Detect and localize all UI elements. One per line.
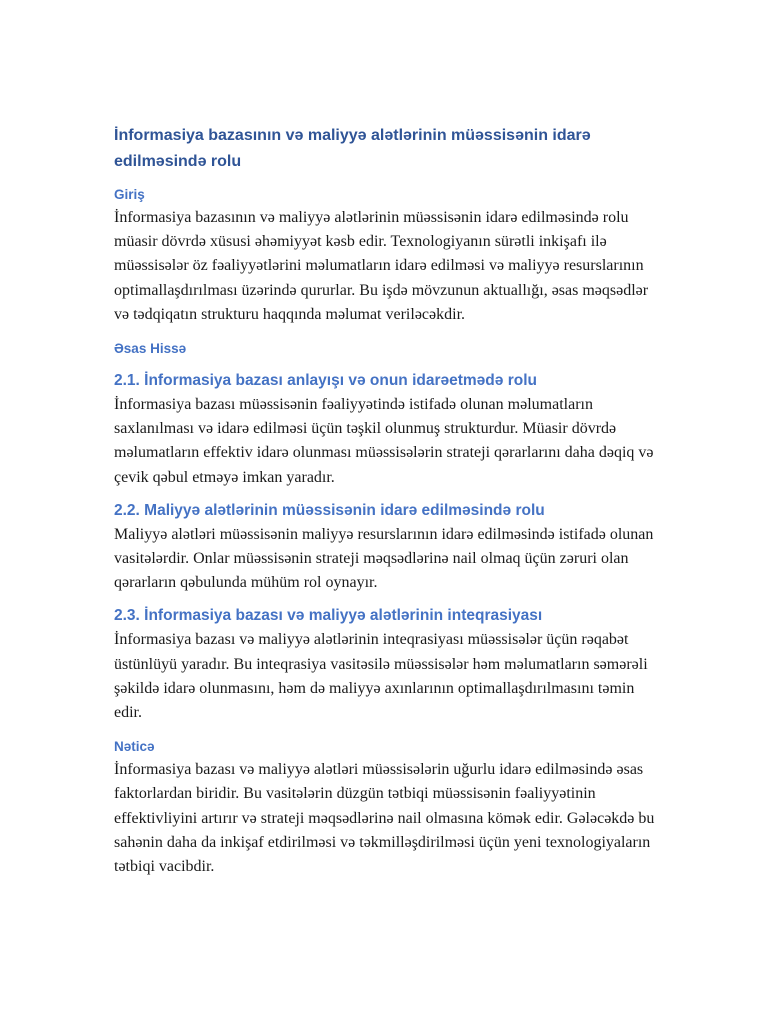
section-heading-2-1: 2.1. İnformasiya bazası anlayışı və onun idarəetmədə rolu (114, 372, 537, 390)
section-paragraph-2-3: İnformasiya bazası və maliyyə alətlərinin inteqrasiyası müəssisələr üçün rəqabət üstünlüyü yaradır. Bu inteqrasiya vasitəsilə müəssisələr həm məlumatların səmərəli şəkildə idarə olunmasını, həm də maliyyə axınlarının optimallaşdırılmasını təmin edir. (114, 631, 648, 722)
intro-heading: Giriş (114, 187, 145, 202)
document-page (114, 123, 659, 879)
main-section (114, 338, 659, 725)
section-heading-2-2: 2.2. Maliyyə alətlərinin müəssisənin idarə edilməsində rolu (114, 501, 545, 519)
intro-section (114, 184, 659, 327)
section-heading-2-3: 2.3. İnformasiya bazası və maliyyə alətlərinin inteqrasiyası (114, 607, 543, 625)
section-paragraph-2-1: İnformasiya bazası müəssisənin fəaliyyətində istifadə olunan məlumatların saxlanılması və idarə edilməsi üçün təşkil olunmuş strukturdur. Müasir dövrdə məlumatların effektiv idarə olunması müəssisələrin strateji qərarlarını daha dəqiq və çevik qəbul etməyə imkan yaradır. (114, 396, 654, 486)
main-heading: Əsas Hissə (114, 341, 187, 357)
section-paragraph-2-2: Maliyyə alətləri müəssisənin maliyyə resurslarının idarə edilməsində istifadə olunan vasitələrdir. Onlar müəssisənin strateji məqsədlərinə nail olmaq üçün zəruri olan qərarların qəbulunda mühüm rol oynayır. (114, 525, 654, 592)
conclusion-section (114, 736, 659, 879)
conclusion-heading: Nəticə (114, 739, 155, 755)
document-title: İnformasiya bazasının və maliyyə alətlərinin müəssisənin idarə edilməsində rolu (114, 127, 591, 170)
conclusion-paragraph: İnformasiya bazası və maliyyə alətləri müəssisələrin uğurlu idarə edilməsində əsas faktorlardan biridir. Bu vasitələrin düzgün tətbiqi müəssisənin fəaliyyətinin effektivliyini artırır və strateji məqsədlərinə nail olmasına kömək edir. Gələcəkdə bu sahənin daha da inkişaf etdirilməsi və təkmilləşdirilməsi üçün yeni texnologiyaların tətbiqi vacibdir. (114, 761, 655, 876)
intro-paragraph: İnformasiya bazasının və maliyyə alətlərinin müəssisənin idarə edilməsində rolu müasir dövrdə xüsusi əhəmiyyət kəsb edir. Texnologiyanın sürətli inkişafı ilə müəssisələr öz fəaliyyətlərini məlumatların idarə edilməsi və maliyyə resurslarının optimallaşdırılması üzərində qururlar. Bu işdə mövzunun aktuallığı, əsas məqsədlər və tədqiqatın strukturu haqqında məlumat veriləcəkdir. (114, 209, 649, 323)
